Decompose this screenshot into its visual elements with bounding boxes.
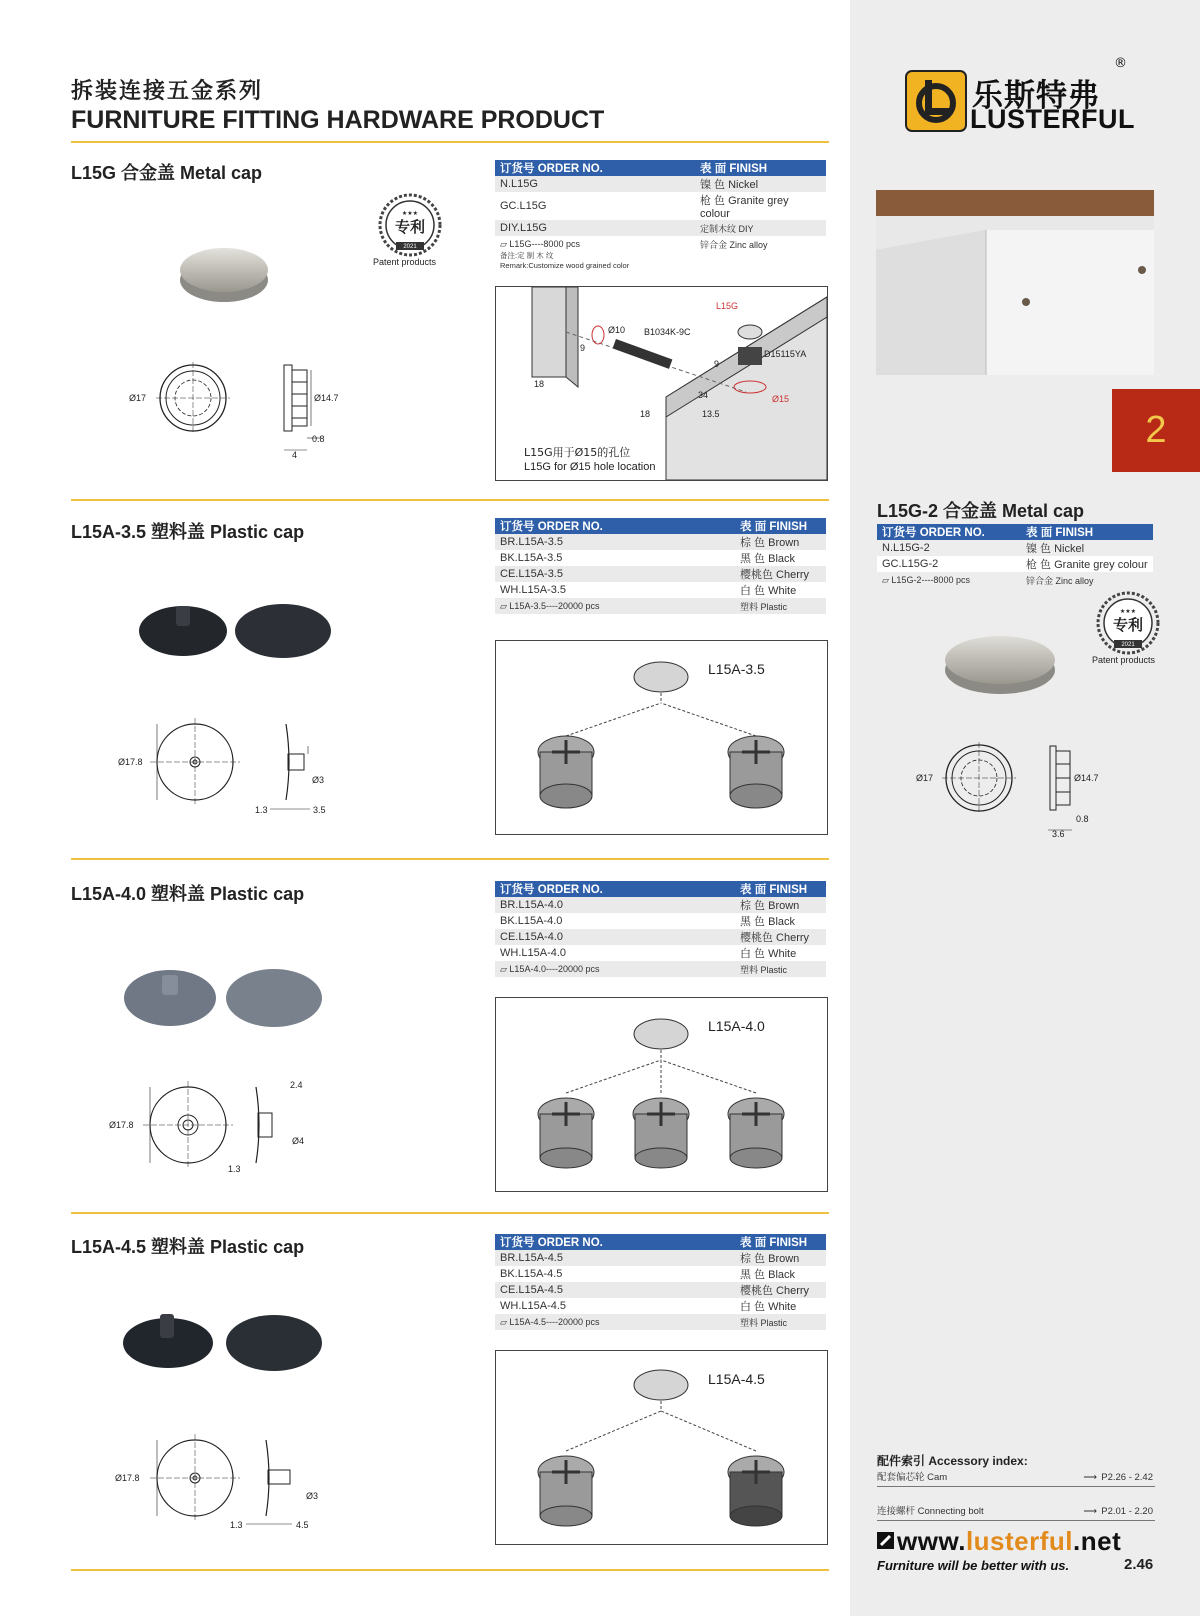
l15a-35-dimension-drawing [110,710,360,820]
l15a-35-spec-table: 订货号 ORDER NO. 表 面 FINISH BR.L15A-3.5 棕 色 Brown BK.L15A-3.5 黑 色 Black CE.L15A-3.5 樱桃色 Cherry WH.L15A-3.5 白 色 White ▱ L15A-3.5----20000 pcs 塑料 Plastic [495,518,826,614]
svg-text:Ø17: Ø17 [916,773,934,783]
l15a-40-spec-table: 订货号 ORDER NO. 表 面 FINISH BR.L15A-4.0 棕 色 Brown BK.L15A-4.0 黑 色 Black CE.L15A-4.0 樱桃色 Cherry WH.L15A-4.0 白 色 White ▱ L15A-4.0----20000 pcs 塑料 Plastic [495,881,826,977]
svg-text:9: 9 [714,359,720,369]
l15g-dim-t2: 4 [292,450,298,460]
l15a-45-dimension-drawing [110,1428,360,1538]
svg-text:2.4: 2.4 [290,1080,303,1090]
svg-text:Ø15: Ø15 [772,394,790,404]
l15g-dim-t1: 0.8 [312,434,325,444]
svg-text:Ø3: Ø3 [312,775,325,785]
svg-text:1.3: 1.3 [228,1164,241,1174]
svg-text:Ø17.8: Ø17.8 [109,1120,134,1130]
l15g-product-photo [174,240,274,310]
arrow-right-icon: ⟶ [1083,1472,1097,1483]
th-order-no: 订货号 ORDER NO. [495,160,695,176]
section-title-l15g-2: L15G-2 合金盖 Metal cap [877,501,1085,521]
svg-text:L15G用于Ø15的孔位: L15G用于Ø15的孔位 [524,446,631,459]
table-row: BR.L15A-4.5 棕 色 Brown [495,1250,826,1266]
l15a-45-assembly-diagram: L15A-4.5 [495,1350,828,1545]
svg-text:2021: 2021 [1121,642,1135,648]
patent-badge-icon [372,192,448,258]
svg-text:Ø17.8: Ø17.8 [118,757,143,767]
table-row: BK.L15A-4.5 黑 色 Black [500,1268,796,1281]
box-icon: ▱ [882,574,892,585]
table-row: BK.L15A-3.5 黑 色 Black [500,552,796,565]
l15a-45-product-photo [122,1310,334,1376]
page-title-en: FURNITURE FITTING HARDWARE PRODUCT [71,106,605,134]
svg-text:Ø4: Ø4 [292,1136,305,1146]
page-tab-number: 2 [1112,389,1200,472]
patent-badge-icon [1090,590,1166,656]
arrow-right-icon: ⟶ [1083,1506,1097,1517]
svg-text:18: 18 [640,409,651,419]
table-row: BK.L15A-4.0 黑 色 Black [500,915,796,928]
table-row: DIY.L15G 定制木纹 DIY [495,220,826,236]
table-row: N.L15G-2 镍 色 Nickel [877,540,1153,556]
l15a-45-spec-table: 订货号 ORDER NO. 表 面 FINISH BR.L15A-4.5 棕 色 Brown BK.L15A-4.5 黑 色 Black CE.L15A-4.5 樱桃色 Cherry WH.L15A-4.5 白 色 White ▱ L15A-4.5----20000 pcs 塑料 Plastic [495,1234,826,1330]
patent-badge-text: 专利 [394,218,426,236]
box-icon: ▱ [500,1316,510,1327]
table-row: N.L15G 镍 色 Nickel [495,176,826,192]
section-rule [71,1569,829,1571]
table-row: BR.L15A-4.0 棕 色 Brown [495,897,826,913]
l15g-dim-d2: Ø14.7 [314,393,339,403]
l15g-installation-diagram [495,286,828,481]
table-row: WH.L15A-3.5 白 色 White [500,584,797,597]
patent-year-text: 2021 [403,244,417,250]
l15g-dim-d1: Ø17 [129,393,147,403]
patent-products-label: Patent products [373,257,437,267]
svg-text:4.5: 4.5 [296,1520,309,1530]
patent-products-label: Patent products [1092,655,1156,665]
accessory-row-bolt[interactable]: 连接螺杆 Connecting bolt ⟶ P2.01 - 2.20 [877,1504,1155,1521]
pen-icon [877,1532,894,1549]
l15a-40-assembly-diagram: L15A-4.0 [495,997,828,1192]
table-row: CE.L15A-3.5 樱桃色 Cherry [495,566,826,582]
svg-text:Ø14.7: Ø14.7 [1074,773,1099,783]
svg-text:L15G: L15G [716,301,739,311]
table-row: ▱ L15A-3.5----20000 pcs 塑料 Plastic [495,598,826,614]
section-title-l15a-45: L15A-4.5 塑料盖 Plastic cap [71,1237,305,1257]
page-number: 2.46 [1124,1556,1154,1573]
brand-name-cn: 乐斯特弗 [972,78,1100,114]
section-title-l15g: L15G 合金盖 Metal cap [71,163,263,183]
box-icon: ▱ [500,600,510,611]
svg-text:18: 18 [534,379,545,389]
l15g-2-spec-table: 订货号 ORDER NO. 表 面 FINISH N.L15G-2 镍 色 Nickel GC.L15G-2 枪 色 Granite grey colour ▱ L15G-2----8000 pcs 锌合金 Zinc alloy [877,524,1153,588]
svg-text:1.3: 1.3 [230,1520,243,1530]
svg-text:B1034K-9C: B1034K-9C [644,327,691,337]
table-row: ▱ L15A-4.5----20000 pcs 塑料 Plastic [495,1314,826,1330]
registered-mark: ® [1114,56,1127,71]
header-rule [71,141,829,143]
l15g-spec-table [495,160,826,252]
cabinet-photo [876,190,1154,375]
l15a-35-assembly-diagram: L15A-3.5 [495,640,828,835]
brand-logo-icon [905,70,967,132]
table-row: GC.L15G 枪 色 Granite grey colour [500,195,789,220]
l15g-remark: 备注:定 制 木 纹 Remark:Customize wood grained color [500,251,630,270]
section-title-l15a-40: L15A-4.0 塑料盖 Plastic cap [71,884,305,904]
svg-text:Ø17.8: Ø17.8 [115,1473,140,1483]
table-row: ▱ L15G-2----8000 pcs 锌合金 Zinc alloy [877,572,1153,588]
box-icon: ▱ [500,238,510,249]
svg-text:9: 9 [580,343,586,353]
accessory-index-title: 配件索引 Accessory index: [877,1454,1028,1468]
page-title-cn: 拆装连接五金系列 [71,79,264,104]
svg-text:★★★: ★★★ [401,210,419,217]
section-rule [71,499,829,501]
l15a-35-product-photo [138,600,338,660]
table-row: CE.L15A-4.0 樱桃色 Cherry [495,929,826,945]
th-finish: 表 面 FINISH [695,160,826,176]
brand-name-en: LUSTERFUL [970,104,1135,134]
l15g-2-product-photo [940,632,1060,698]
accessory-row-cam[interactable]: 配套偏芯轮 Cam ⟶ P2.26 - 2.42 [877,1470,1155,1487]
table-row: ▱ L15G----8000 pcs 锌合金 Zinc alloy [500,238,768,250]
svg-text:3.6: 3.6 [1052,829,1065,839]
table-row: WH.L15A-4.5 白 色 White [500,1300,797,1313]
svg-text:★★★: ★★★ [1119,608,1137,615]
l15g-dimension-drawing [126,360,356,460]
website-url[interactable]: www.lusterful.net [897,1526,1122,1556]
svg-text:L15G for Ø15 hole location: L15G for Ø15 hole location [524,461,656,473]
table-row: WH.L15A-4.0 白 色 White [500,947,797,960]
svg-text:Ø3: Ø3 [306,1491,319,1501]
svg-text:Ø10: Ø10 [608,325,626,335]
table-row: ▱ L15A-4.0----20000 pcs 塑料 Plastic [495,961,826,977]
section-rule [71,858,829,860]
box-icon: ▱ [500,963,510,974]
svg-text:D15115YA: D15115YA [764,349,807,359]
table-row: BR.L15A-3.5 棕 色 Brown [495,534,826,550]
section-title-l15a-35: L15A-3.5 塑料盖 Plastic cap [71,522,305,542]
section-rule [71,1212,829,1214]
svg-text:3.5: 3.5 [313,805,326,815]
table-row: GC.L15G-2 枪 色 Granite grey colour [877,556,1153,572]
svg-text:专利: 专利 [1112,616,1144,634]
svg-text:1.3: 1.3 [255,805,268,815]
svg-text:13.5: 13.5 [702,409,720,419]
l15a-40-dimension-drawing [106,1075,356,1185]
svg-text:34: 34 [698,390,709,400]
footer-tagline: Furniture will be better with us. [877,1558,1070,1573]
l15g-2-dimension-drawing [912,740,1132,840]
l15a-40-product-photo [122,965,332,1031]
table-row: CE.L15A-4.5 樱桃色 Cherry [495,1282,826,1298]
svg-text:0.8: 0.8 [1076,814,1089,824]
